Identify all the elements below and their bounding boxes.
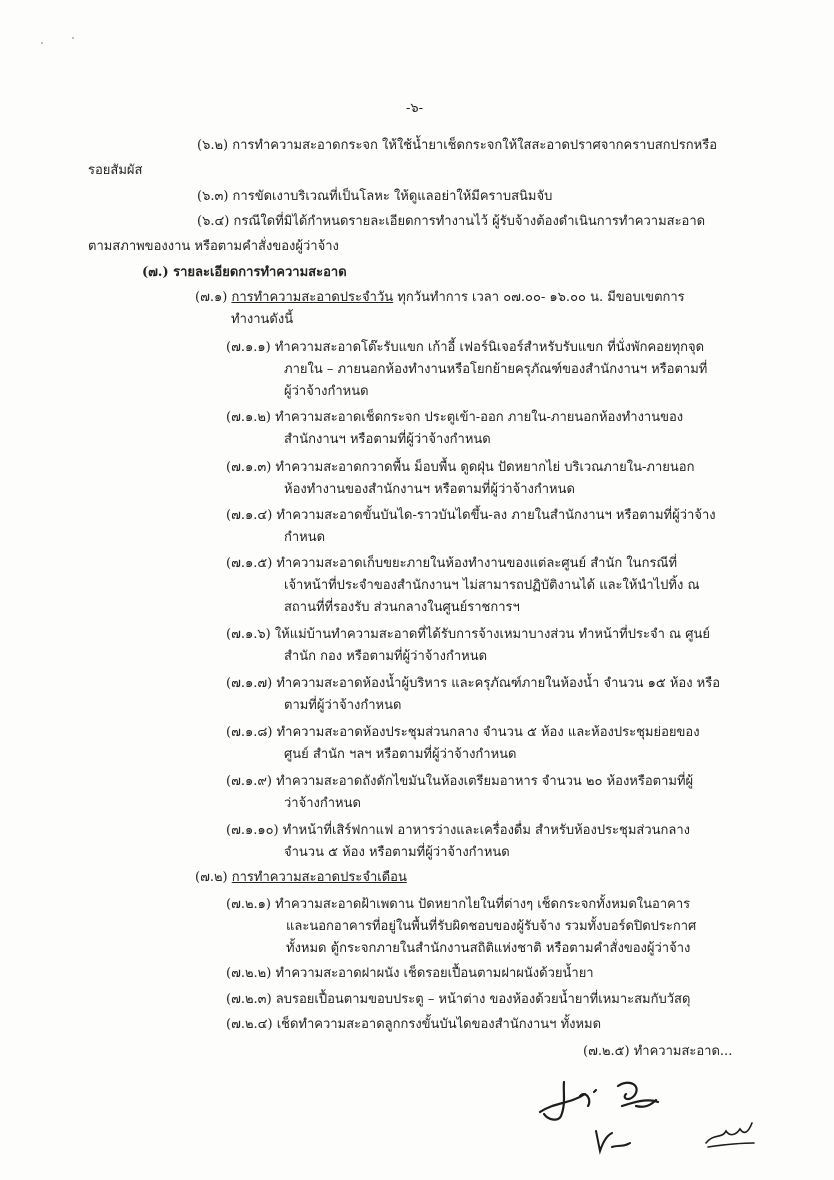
line-7-1-5-cont: เจ้าหน้าที่ประจำของสำนักงานฯ ไม่สามารถปฏิบัติงานได้ และให้นำไปทิ้ง ณ <box>284 578 700 593</box>
scan-speck <box>41 42 43 44</box>
line-7-1-10-cont: จำนวน ๕ ห้อง หรือตามที่ผู้ว่าจ้างกำหนด <box>284 845 510 860</box>
scan-speck <box>72 37 74 39</box>
line-7-1-2-cont: สำนักงานฯ หรือตามที่ผู้ว่าจ้างกำหนด <box>284 432 491 447</box>
line-7-1-8-cont: ศูนย์ สำนัก ฯลฯ หรือตามที่ผู้ว่าจ้างกำหนด <box>284 747 517 762</box>
line-7-2-1-cont: และนอกอาคารที่อยู่ในพื้นที่รับผิดชอบของผู้รับจ้าง รวมทั้งบอร์ดปิดประกาศ <box>286 919 697 934</box>
line-7-1-4-cont: กำหนด <box>284 530 326 545</box>
line-7-2-2: (๗.๒.๒) ทำความสะอาดฝาผนัง เช็ดรอยเปื้อนตามฝาผนังด้วยน้ำยา <box>226 966 594 981</box>
initials-mark <box>700 1117 760 1152</box>
line-7-2-3: (๗.๒.๓) ลบรอยเปื้อนตามขอบประตู – หน้าต่าง ของห้องด้วยน้ำยาที่เหมาะสมกับวัสดุ <box>226 992 691 1007</box>
continuation-note: (๗.๒.๕) ทำความสะอาด... <box>583 1044 733 1059</box>
line-7-1-4: (๗.๑.๔) ทำความสะอาดขั้นบันได-ราวบันไดขึ้น-ลง ภายในสำนักงานฯ หรือตามที่ผู้ว่าจ้าง <box>226 508 716 523</box>
line-7-1-1: (๗.๑.๑) ทำความสะอาดโต๊ะรับแขก เก้าอี้ เฟอร์นิเจอร์สำหรับรับแขก ที่นั่งพักคอยทุกจุด <box>226 340 705 355</box>
line-7-1-7: (๗.๑.๗) ทำความสะอาดห้องน้ำผู้บริหาร และครุภัณฑ์ภายในห้องน้ำ จำนวน ๑๕ ห้อง หรือ <box>226 676 721 691</box>
section-7-heading: (๗.) รายละเอียดการทำความสะอาด <box>142 265 347 280</box>
subsection-heading: การทำความสะอาดประจำวัน <box>231 290 394 305</box>
line-7-2 <box>195 869 407 887</box>
subsection-heading: การทำความสะอาดประจำเดือน <box>231 870 407 885</box>
line-7-2-1: (๗.๒.๑) ทำความสะอาดฝ้าเพดาน ปัดหยากไยในที่ต่างๆ เช็ดกระจกทั้งหมดในอาคาร <box>226 897 691 912</box>
line-6-3: (๖.๓) การขัดเงาบริเวณที่เป็นโลหะ ให้ดูแลอย่าให้มีคราบสนิมจับ <box>197 189 553 204</box>
line-7-1-5: (๗.๑.๕) ทำความสะอาดเก็บขยะภายในห้องทำงานของแต่ละศูนย์ สำนัก ในกรณีที่ <box>226 556 678 571</box>
line-7-1-2: (๗.๑.๒) ทำความสะอาดเช็ดกระจก ประตูเข้า-ออก ภายใน-ภายนอกห้องทำงานของ <box>226 410 684 425</box>
line-7-1-7-cont: ตามที่ผู้ว่าจ้างกำหนด <box>284 698 402 713</box>
line-7-1-9-cont: ว่าจ้างกำหนด <box>284 796 361 811</box>
item-number: (๗.๒) <box>195 870 228 885</box>
line-7-1-1-cont: ผู้ว่าจ้างกำหนด <box>284 384 369 399</box>
line-7-1-cont: ทำงานดังนี้ <box>231 312 294 327</box>
line-7-1 <box>195 289 685 307</box>
line-7-1-9: (๗.๑.๙) ทำความสะอาดถังดักไขมันในห้องเตรียมอาหาร จำนวน ๒๐ ห้องหรือตามที่ผู้ <box>226 774 694 789</box>
page-number: -๖- <box>406 101 424 116</box>
line-7-2-1-cont: ทั้งหมด ตู้กระจกภายในสำนักงานสถิติแห่งชาติ หรือตามคำสั่งของผู้ว่าจ้าง <box>286 941 691 956</box>
line-7-1-8: (๗.๑.๘) ทำความสะอาดห้องประชุมส่วนกลาง จำนวน ๕ ห้อง และห้องประชุมย่อยของ <box>226 725 700 740</box>
line-7-1-3-cont: ห้องทำงานของสำนักงานฯ หรือตามที่ผู้ว่าจ้างกำหนด <box>284 482 575 497</box>
line-6-4-cont: ตามสภาพของงาน หรือตามคำสั่งของผู้ว่าจ้าง <box>88 239 339 254</box>
line-7-1-6-cont: สำนัก กอง หรือตามที่ผู้ว่าจ้างกำหนด <box>284 649 488 664</box>
signature-mark <box>530 1072 680 1127</box>
line-6-2: (๖.๒) การทำความสะอาดกระจก ให้ใช้น้ำยาเช็ดกระจกให้ใสสะอาดปราศจากคราบสกปรกหรือ <box>197 138 718 153</box>
line-6-2-cont: รอยสัมผัส <box>88 163 143 178</box>
line-7-1-10: (๗.๑.๑๐) ทำหน้าที่เสิร์ฟกาแฟ อาหารว่างและเครื่องดื่ม สำหรับห้องประชุมส่วนกลาง <box>226 823 691 838</box>
line-7-1-5-cont: สถานที่ที่รองรับ ส่วนกลางในศูนย์ราชการฯ <box>284 600 520 615</box>
line-7-1-1-cont: ภายใน – ภายนอกห้องทำงานหรือโยกย้ายครุภัณฑ์ของสำนักงานฯ หรือตามที่ <box>284 362 708 377</box>
line-text: ทุกวันทำการ เวลา ๐๗.๐๐- ๑๖.๐๐ น. มีขอบเขตการ <box>393 290 685 305</box>
line-7-1-3: (๗.๑.๓) ทำความสะอาดกวาดพื้น ม็อบพื้น ดูดฝุ่น ปัดหยากไย่ บริเวณภายใน-ภายนอก <box>226 460 695 475</box>
initials-mark <box>590 1125 640 1160</box>
item-number: (๗.๑) <box>195 290 228 305</box>
line-6-4: (๖.๔) กรณีใดที่มิได้กำหนดรายละเอียดการทำงานไว้ ผู้รับจ้างต้องดำเนินการทำความสะอาด <box>197 214 706 229</box>
line-7-2-4: (๗.๒.๔) เช็ดทำความสะอาดลูกกรงขั้นบันไดของสำนักงานฯ ทั้งหมด <box>226 1017 602 1032</box>
line-7-1-6: (๗.๑.๖) ให้แม่บ้านทำความสะอาดที่ได้รับการจ้างเหมาบางส่วน ทำหน้าที่ประจำ ณ ศูนย์ <box>226 627 710 642</box>
